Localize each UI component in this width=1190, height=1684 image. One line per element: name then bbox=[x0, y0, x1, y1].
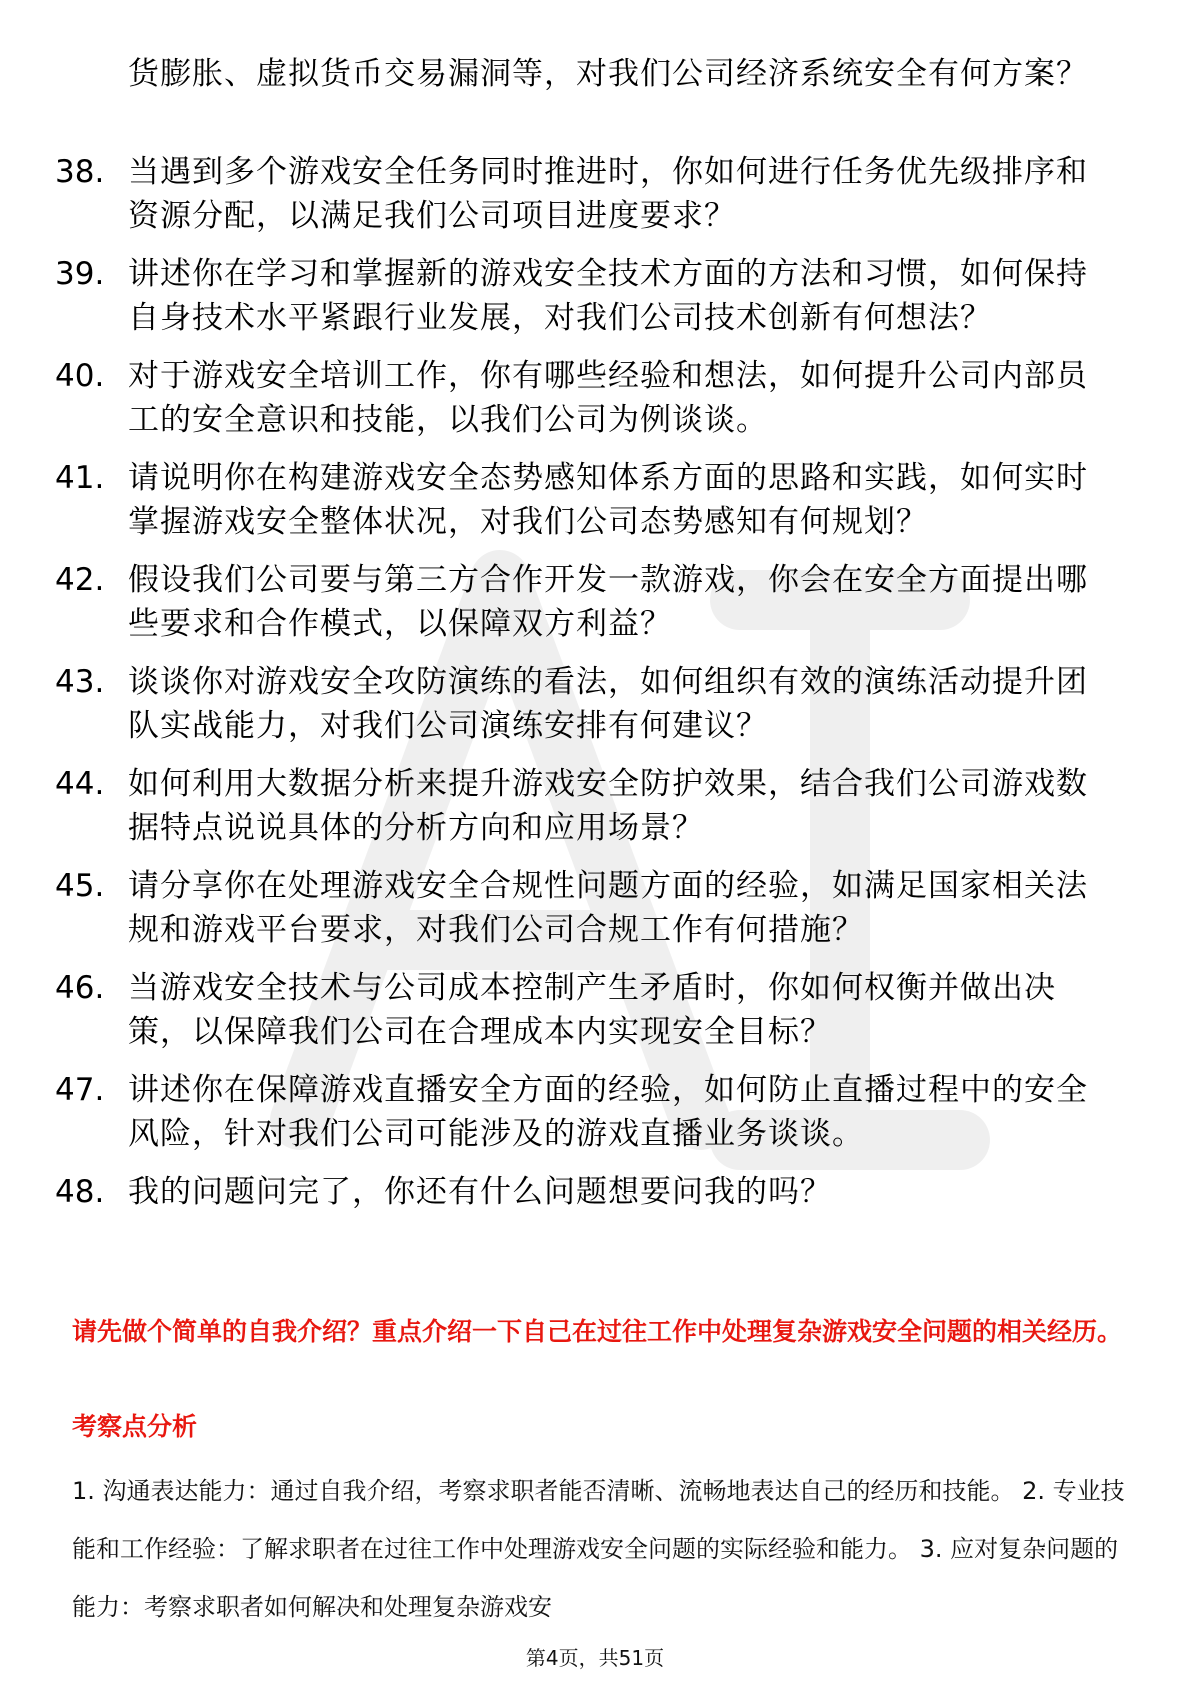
page-footer: 第4页，共51页 bbox=[525, 1646, 665, 1670]
question-number: 47. bbox=[55, 1072, 105, 1108]
question-number: 44. bbox=[55, 766, 105, 802]
list-item bbox=[55, 252, 1125, 340]
list-item bbox=[55, 1170, 1125, 1214]
list-item bbox=[55, 966, 1125, 1054]
list-item bbox=[55, 762, 1125, 850]
question-text: 讲述你在学习和掌握新的游戏安全技术方面的方法和习惯，如何保持自身技术水平紧跟行业发展，对我们公司技术创新有何想法？ bbox=[128, 256, 1088, 336]
question-number: 41. bbox=[55, 460, 105, 496]
question-number: 45. bbox=[55, 868, 105, 904]
question-number: 40. bbox=[55, 358, 105, 394]
list-item bbox=[55, 456, 1125, 544]
question-number: 43. bbox=[55, 664, 105, 700]
question-text: 谈谈你对游戏安全攻防演练的看法，如何组织有效的演练活动提升团队实战能力，对我们公司演练安排有何建议？ bbox=[128, 664, 1088, 744]
question-text: 请分享你在处理游戏安全合规性问题方面的经验，如满足国家相关法规和游戏平台要求，对我们公司合规工作有何措施？ bbox=[128, 868, 1088, 948]
highlighted-question: 请先做个简单的自我介绍？重点介绍一下自己在过往工作中处理复杂游戏安全问题的相关经历。 bbox=[72, 1317, 1123, 1346]
question-number: 38. bbox=[55, 154, 105, 190]
question-number: 42. bbox=[55, 562, 105, 598]
continued-question-text: 货膨胀、虚拟货币交易漏洞等，对我们公司经济系统安全有何方案？ bbox=[128, 56, 1088, 92]
list-item bbox=[55, 150, 1125, 238]
analysis-body: 1. 沟通表达能力：通过自我介绍，考察求职者能否清晰、流畅地表达自己的经历和技能。 2. 专业技能和工作经验：了解求职者在过往工作中处理游戏安全问题的实际经验和能力。 3. 应对复杂问题的能力：考察求职者如何解决和处理复杂游戏安 bbox=[72, 1477, 1125, 1621]
question-number: 46. bbox=[55, 970, 105, 1006]
question-list bbox=[55, 150, 1125, 1228]
question-text: 如何利用大数据分析来提升游戏安全防护效果，结合我们公司游戏数据特点说说具体的分析方向和应用场景？ bbox=[128, 766, 1088, 846]
question-text: 请说明你在构建游戏安全态势感知体系方面的思路和实践，如何实时掌握游戏安全整体状况，对我们公司态势感知有何规划？ bbox=[128, 460, 1088, 540]
analysis-title: 考察点分析 bbox=[72, 1412, 198, 1441]
list-item bbox=[55, 1068, 1125, 1156]
question-text: 我的问题问完了，你还有什么问题想要问我的吗？ bbox=[128, 1174, 832, 1210]
question-text: 当遇到多个游戏安全任务同时推进时，你如何进行任务优先级排序和资源分配，以满足我们公司项目进度要求？ bbox=[128, 154, 1088, 234]
list-item bbox=[55, 354, 1125, 442]
list-item bbox=[55, 558, 1125, 646]
question-text: 讲述你在保障游戏直播安全方面的经验，如何防止直播过程中的安全风险，针对我们公司可能涉及的游戏直播业务谈谈。 bbox=[128, 1072, 1088, 1152]
list-item bbox=[55, 660, 1125, 748]
question-text: 假设我们公司要与第三方合作开发一款游戏，你会在安全方面提出哪些要求和合作模式，以保障双方利益？ bbox=[128, 562, 1088, 642]
question-text: 对于游戏安全培训工作，你有哪些经验和想法，如何提升公司内部员工的安全意识和技能，以我们公司为例谈谈。 bbox=[128, 358, 1088, 438]
question-text: 当游戏安全技术与公司成本控制产生矛盾时，你如何权衡并做出决策，以保障我们公司在合理成本内实现安全目标？ bbox=[128, 970, 1056, 1050]
list-item bbox=[55, 864, 1125, 952]
question-number: 48. bbox=[55, 1174, 105, 1210]
question-number: 39. bbox=[55, 256, 105, 292]
